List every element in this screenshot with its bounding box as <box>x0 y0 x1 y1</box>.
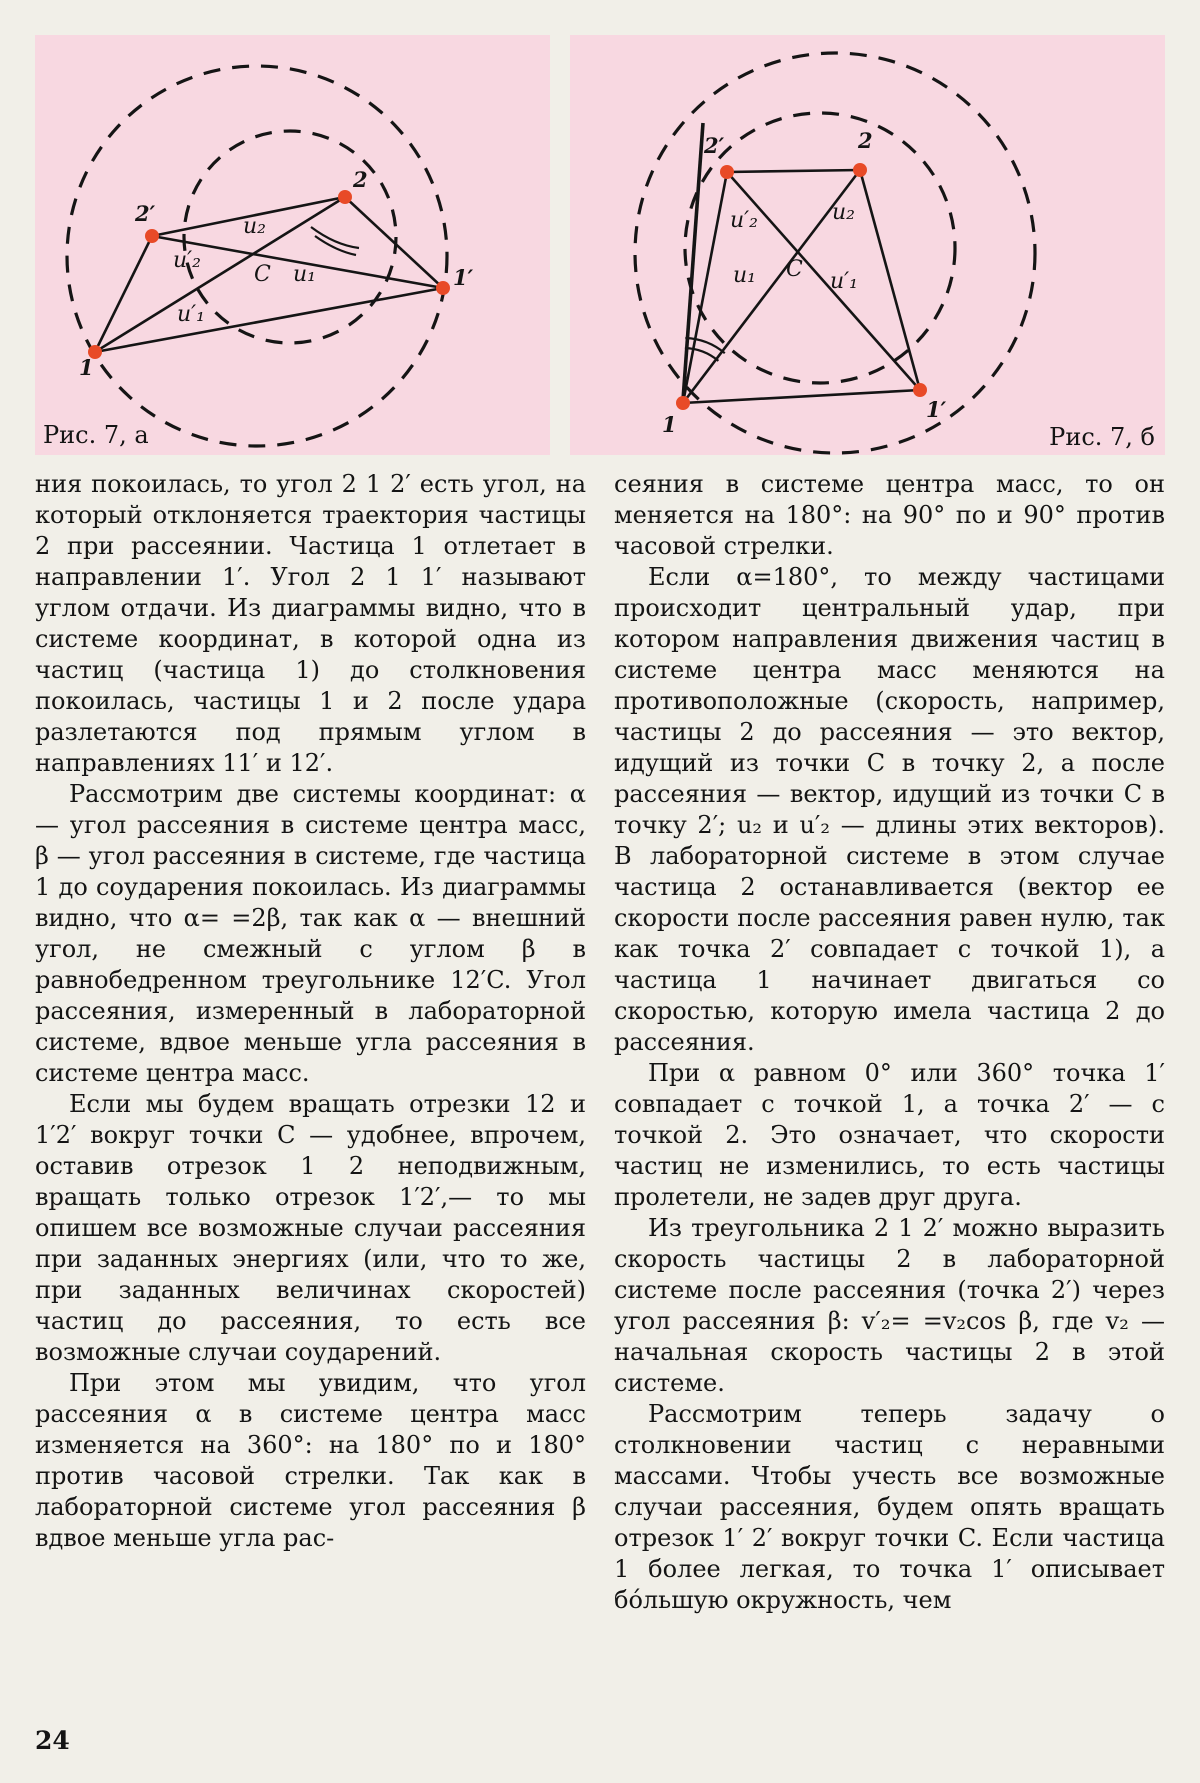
figure-7b-diagram <box>570 35 1165 455</box>
inner-orbit-circle <box>685 113 955 383</box>
vector-u2prime-label: u′₂ <box>730 208 758 233</box>
text-columns <box>0 455 1200 1616</box>
particle-points <box>676 163 927 410</box>
figure-7a-caption: Рис. 7, а <box>43 421 149 449</box>
paragraph: Если α=180°, то между частицами происходит центральный удар, при котором направления движения частиц в системе центра масс меняются на противоположные (скорость, например, частицы 2 до рассеяния — это вектор, идущий из точки C в точку 2, а после рассеяния — вектор, идущий из точки C в точку 2′; u₂ и u′₂ — длины этих векторов). В лабораторной системе в этом случае частица 2 останавливается (вектор ее скорости после рассеяния равен нулю, так как точка 2′ совпадает с точкой 1), а частица 1 начинает двигаться со скоростью, которую имела частица 2 до рассеяния. <box>614 563 1165 1056</box>
vector-u1-label: u₁ <box>733 263 756 288</box>
center-c-label: C <box>254 262 271 287</box>
figures-row <box>0 0 1200 455</box>
point-2prime-label: 2′ <box>704 133 725 158</box>
inner-orbit-circle <box>184 131 396 343</box>
paragraph: При α равном 0° или 360° точка 1′ совпадает с точкой 1, а точка 2′ — с точкой 2. Это означает, что скорости частиц не изменились, то есть частицы пролетели, не задев друг друга. <box>614 1059 1165 1211</box>
point-1prime-marker <box>436 281 450 295</box>
right-column <box>614 469 1165 1616</box>
paragraph: сеяния в системе центра масс, то он меняется на 180°: на 90° по и 90° против часовой стрелки. <box>614 470 1165 560</box>
point-2prime-label: 2′ <box>135 201 156 226</box>
paragraph: ния покоилась, то угол 2 1 2′ есть угол, на который отклоняется траектория частицы 2 при рассеянии. Частица 1 отлетает в направлении 1′. Угол 2 1 1′ называют углом отдачи. Из диаграммы видно, что в системе координат, в которой одна из частиц (частица 1) до столкновения покоилась, частицы 1 и 2 после удара разлетаются под прямым углом в направлениях 11′ и 12′. <box>35 470 586 777</box>
point-1prime-label: 1′ <box>926 397 947 422</box>
labels <box>79 167 474 380</box>
vector-u2-label: u₂ <box>832 200 855 225</box>
point-2-marker <box>853 163 867 177</box>
paragraph: Из треугольника 2 1 2′ можно выразить скорость частицы 2 в лабораторной системе после рассеяния (точка 2′) через угол рассеяния β: v′₂= =v₂cos β, где v₂ — начальная скорость частицы 2 в этой системе. <box>614 1214 1165 1397</box>
point-1prime-label: 1′ <box>453 265 474 290</box>
paragraph: При этом мы увидим, что угол рассеяния α в системе центра масс изменяется на 360°: на 180° по и 180° против часовой стрелки. Так как в лабораторной системе угол рассеяния β вдвое меньше угла рас- <box>35 1369 586 1552</box>
point-1prime-marker <box>913 383 927 397</box>
point-2-label: 2 <box>353 167 368 192</box>
point-2prime-marker <box>720 165 734 179</box>
figure-7a-diagram <box>35 35 550 455</box>
paragraph: Рассмотрим теперь задачу о столкновении частиц с неравными массами. Чтобы учесть все возможные случаи рассеяния, будем опять вращать отрезок 1′ 2′ вокруг точки C. Если частица 1 более легкая, то точка 1′ описывает бо́льшую окружность, чем <box>614 1400 1165 1614</box>
vector-u1prime-label: u′₁ <box>830 269 858 294</box>
vector-u2-label: u₂ <box>243 214 266 239</box>
page-number: 24 <box>35 1726 70 1755</box>
paragraph: Рассмотрим две системы координат: α — угол рассеяния в системе центра масс, β — угол рассеяния в системе, где частица 1 до соударения покоилась. Из диаграммы видно, что α= =2β, так как α — внешний угол, не смежный с углом β в равнобедренном треугольнике 12′C. Угол рассеяния, измеренный в лабораторной системе, вдвое меньше угла рассеяния в системе центра масс. <box>35 780 586 1087</box>
point-1-label: 1 <box>79 355 94 380</box>
figure-7a <box>35 35 550 455</box>
paragraph: Если мы будем вращать отрезки 12 и 1′2′ вокруг точки C — удобнее, впрочем, оставив отрезок 1 2 неподвижным, вращать только отрезок 1′2′,— то мы опишем все возможные случаи рассеяния при заданных энергиях (или, что то же, при заданных величинах скоростей) частиц до рассеяния, то есть все возможные случаи соударений. <box>35 1090 586 1366</box>
angle-marks <box>311 227 359 255</box>
vector-u1-label: u₁ <box>293 262 316 287</box>
point-1-marker <box>676 396 690 410</box>
vector-u2prime-label: u′₂ <box>173 248 201 273</box>
figure-7b <box>570 35 1165 455</box>
center-c-label: C <box>786 257 803 282</box>
point-2prime-marker <box>145 229 159 243</box>
point-2-marker <box>338 190 352 204</box>
left-column <box>35 469 586 1616</box>
point-2-label: 2 <box>858 128 873 153</box>
vector-u1prime-label: u′₁ <box>177 302 205 327</box>
figure-7b-caption: Рис. 7, б <box>1049 423 1155 451</box>
point-1-label: 1 <box>662 412 677 437</box>
